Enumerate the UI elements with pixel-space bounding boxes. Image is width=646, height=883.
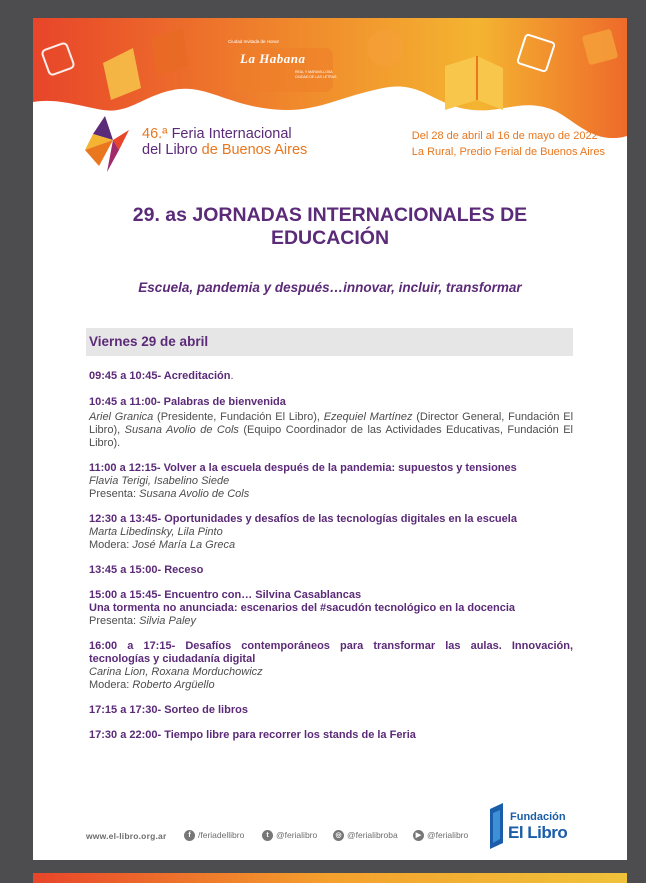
twitter-link[interactable] [262, 828, 317, 842]
book-logo-icon [488, 803, 505, 849]
program-item [89, 462, 573, 501]
program-item [89, 729, 573, 742]
item-title: 10:45 a 11:00- Palabras de bienvenida [89, 396, 286, 408]
document-subtitle: Escuela, pandemia y después…innovar, incluir, transformar [138, 280, 522, 295]
fair-name-line2a: del Libro [142, 142, 202, 158]
role-name: Roberto Argüello [132, 679, 215, 691]
day-heading [86, 328, 573, 356]
item-participants [89, 411, 573, 450]
role-label: Presenta: [89, 615, 140, 627]
guest-city-label: Ciudad Invitada de Honor [228, 39, 280, 44]
speaker-role: (Director General, Fundación El Libro), [89, 411, 574, 436]
role-name: José María La Greca [132, 539, 236, 551]
role-label: Presenta: [89, 488, 140, 500]
program-item [89, 513, 573, 552]
role-label: Modera: [89, 679, 133, 691]
youtube-icon: ▶ [413, 830, 424, 841]
day-label: Viernes 29 de abril [89, 334, 209, 349]
fair-venue: La Rural, Predio Ferial de Buenos Aires [411, 146, 605, 158]
item-title: 12:30 a 13:45- Oportunidades y desafíos de las tecnologías digitales en la escuela [89, 513, 517, 525]
speaker-name: Susana Avolio de Cols [124, 424, 239, 436]
instagram-link[interactable] [333, 828, 398, 842]
item-speakers: Marta Libedinsky, Lila Pinto [89, 526, 223, 538]
speaker-name: Ezequiel Martínez [323, 411, 413, 423]
item-moderator [89, 679, 573, 692]
facebook-handle: /feriadellibro [198, 830, 245, 840]
program-item [89, 564, 573, 577]
document-page [33, 18, 627, 860]
title-line2: EDUCACIÓN [270, 227, 390, 249]
next-page-edge [33, 873, 627, 883]
item-title: 09:45 a 10:45- Acreditación [89, 370, 231, 382]
item-dot: . [230, 370, 234, 382]
twitter-icon: t [262, 830, 273, 841]
fair-dates [412, 128, 605, 160]
document-title [53, 204, 607, 250]
item-moderator [89, 488, 573, 501]
fund-name-line1: Fundación [510, 811, 566, 823]
speaker-role: (Equipo Coordinador de las Actividades Educativas, Fundación El Libro). [89, 424, 573, 449]
youtube-link[interactable] [413, 828, 468, 842]
program-item [89, 396, 573, 450]
role-name: Susana Avolio de Cols [139, 488, 250, 500]
speaker-role: (Presidente, Fundación El Libro), [153, 411, 324, 423]
fair-name-line2b: de Buenos Aires [201, 142, 308, 158]
item-title: 13:45 a 15:00- Receso [89, 564, 204, 576]
item-speakers: Flavia Terigi, Isabelino Siede [89, 475, 230, 487]
item-title: 16:00 a 17:15- Desafíos contemporáneos para transformar las aulas. Innovación, tecnologías y ciudadanía digital [89, 640, 573, 665]
item-speakers: Carina Lion, Roxana Morduchowicz [89, 666, 263, 678]
item-title: 11:00 a 12:15- Volver a la escuela después de la pandemia: supuestos y tensiones [89, 462, 517, 474]
item-title: 15:00 a 15:45- Encuentro con… Silvina Casablancas [89, 589, 362, 601]
guest-city-name: La Habana [240, 51, 306, 66]
fair-name-line1: Feria Internacional [171, 126, 292, 142]
fundacion-el-libro-logo [488, 803, 588, 853]
twitter-handle: @ferialibro [276, 830, 318, 840]
role-name: Silvia Paley [139, 615, 196, 627]
instagram-handle: @ferialibroba [347, 830, 398, 840]
program-item [89, 370, 573, 383]
fair-dates-line1: Del 28 de abril al 16 de mayo de 2022 [411, 130, 598, 142]
title-line1: 29. as JORNADAS INTERNACIONALES DE [132, 204, 528, 226]
item-moderator [89, 615, 573, 628]
program-item [89, 589, 573, 628]
website-link[interactable]: www.el-libro.org.ar [86, 831, 167, 841]
item-subtitle: Una tormenta no anunciada: escenarios del #sacudón tecnológico en la docencia [89, 602, 516, 614]
role-label: Modera: [89, 539, 133, 551]
fair-name [142, 126, 307, 158]
facebook-icon: f [184, 830, 195, 841]
program-item [89, 640, 573, 692]
fund-name-line2: El Libro [508, 823, 568, 842]
fair-star-logo-icon [85, 116, 129, 172]
youtube-handle: @ferialibro [427, 830, 469, 840]
item-moderator [89, 539, 573, 552]
facebook-link[interactable] [184, 828, 244, 842]
fair-edition: 46.ª [142, 126, 168, 142]
instagram-icon: ◎ [333, 830, 344, 841]
fair-logo-row [85, 116, 605, 176]
item-title: 17:30 a 22:00- Tiempo libre para recorrer los stands de la Feria [89, 729, 416, 741]
guest-city-tagline: REAL Y MARAVILLOSA CIUDAD DE LAS LETRAS [295, 70, 337, 79]
program-item [89, 704, 573, 717]
speaker-name: Ariel Granica [89, 411, 154, 423]
item-title: 17:15 a 17:30- Sorteo de libros [89, 704, 248, 716]
program-list [89, 370, 573, 742]
